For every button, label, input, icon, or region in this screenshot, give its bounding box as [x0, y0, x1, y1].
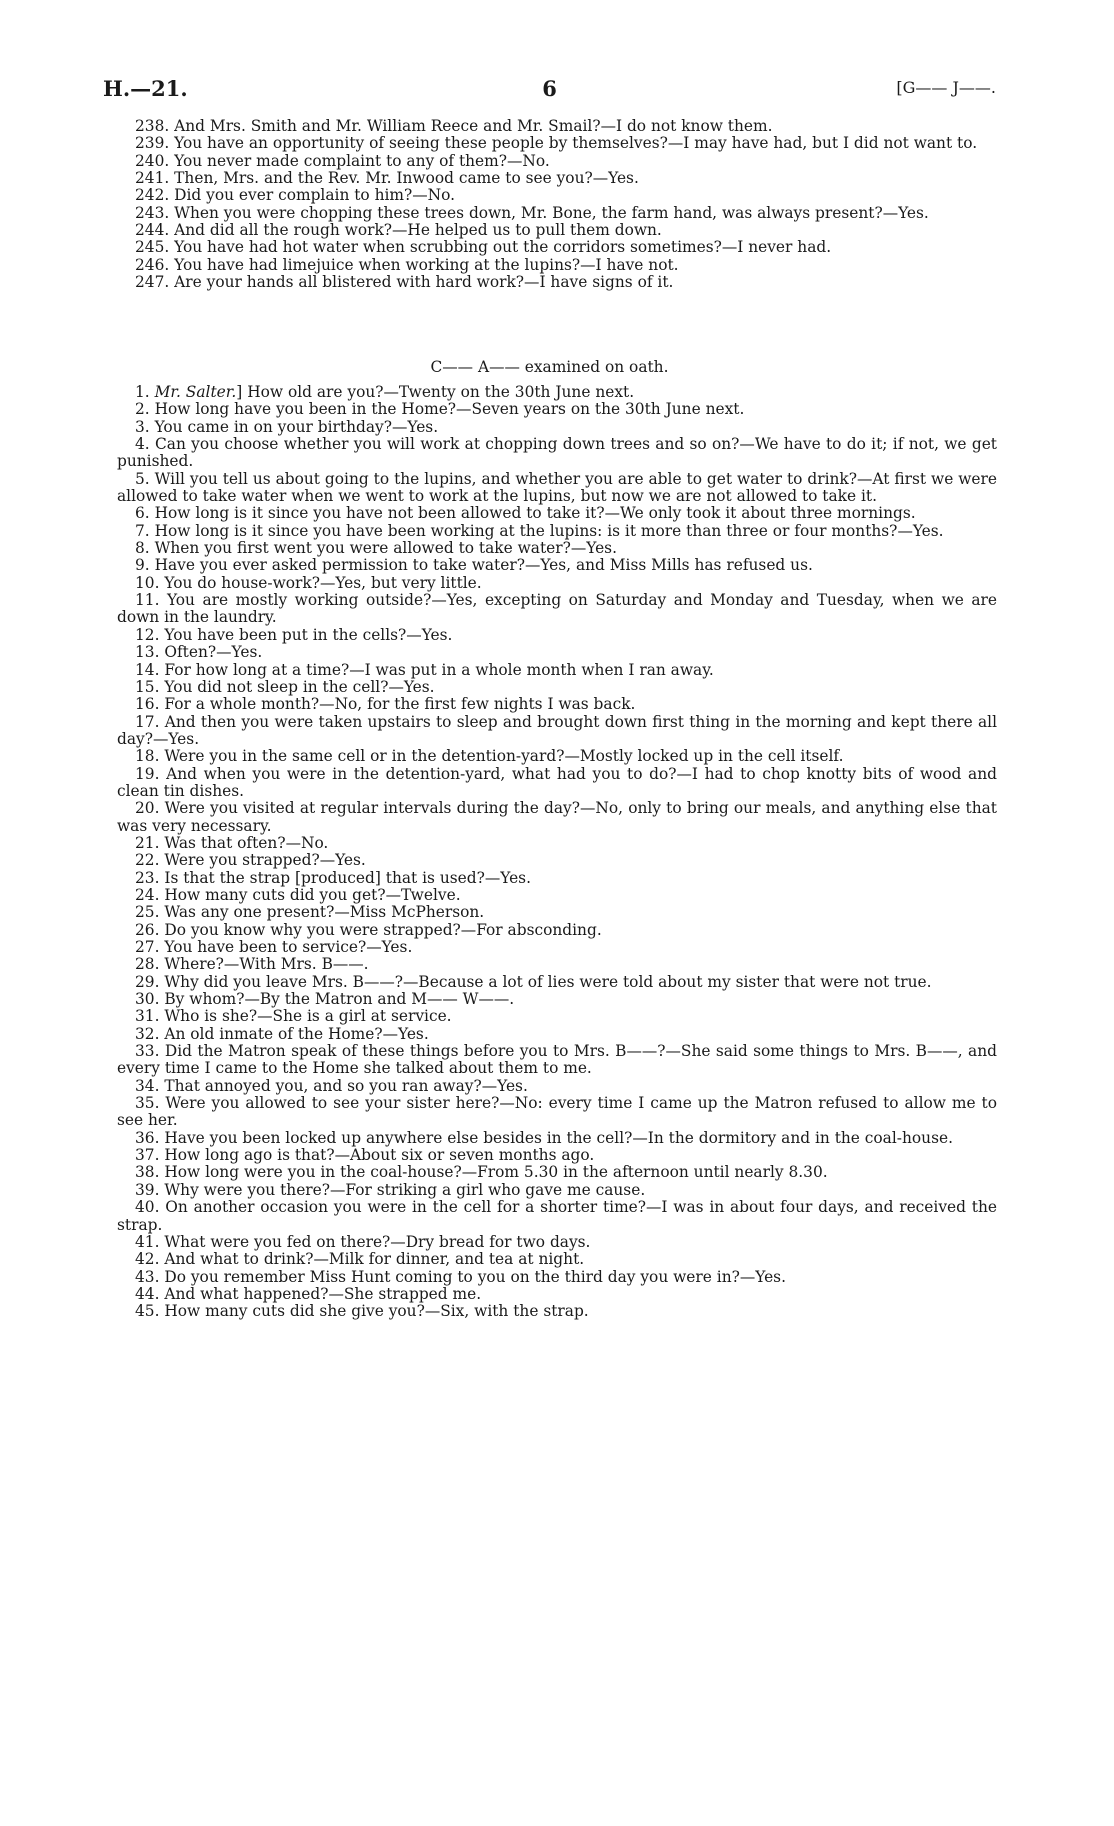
question-answer: 9. Have you ever asked permission to take water?—Yes, and Miss Mills has refused us.: [135, 556, 813, 575]
question-answer: 40. On another occasion you were in the cell for a shorter time?—I was in about four days, and received the strap.: [117, 1198, 997, 1234]
question-answer: 36. Have you been locked up anywhere else besides in the cell?—In the dormitory and in the coal-house.: [135, 1128, 953, 1147]
question-answer: 27. You have been to service?—Yes.: [135, 938, 413, 956]
witness-heading: C—— A—— examined on oath.: [430, 358, 669, 376]
question-answer-first: [117, 384, 997, 401]
question-answer: 42. And what to drink?—Milk for dinner, and tea at night.: [135, 1250, 585, 1269]
header-initials: [G—— J——.: [896, 78, 996, 97]
question-answer: 34. That annoyed you, and so you ran away?—Yes.: [135, 1076, 528, 1095]
question-answer: 2. How long have you been in the Home?—Seven years on the 30th June next.: [135, 400, 745, 419]
question-number: 1.: [135, 383, 150, 401]
question-answer: 14. For how long at a time?—I was put in a whole month when I ran away.: [135, 660, 714, 679]
question-answer: 23. Is that the strap [produced] that is used?—Yes.: [135, 868, 531, 887]
report-code: H.—21.: [103, 76, 188, 101]
question-answer: 39. Why were you there?—For striking a girl who gave me cause.: [135, 1180, 646, 1199]
question-answer: 29. Why did you leave Mrs. B——?—Because a lot of lies were told about my sister that were not true.: [135, 972, 932, 991]
question-answer: 3. You came in on your birthday?—Yes.: [135, 417, 439, 436]
question-answer: 38. How long were you in the coal-house?—From 5.30 in the afternoon until nearly 8.30.: [135, 1163, 828, 1182]
page-header: [103, 76, 996, 110]
question-answer: 28. Where?—With Mrs. B——.: [135, 955, 369, 974]
question-answer: 240. You never made complaint to any of them?—No.: [135, 151, 550, 170]
question-answer: 4. Can you choose whether you will work at chopping down trees and so on?—We have to do it; if not, we get punished.: [117, 435, 997, 471]
question-answer: 33. Did the Matron speak of these things before you to Mrs. B——?—She said some things to Mrs. B——, and every time I came to the Home she talked about them to me.: [117, 1042, 997, 1078]
question-answer: 12. You have been put in the cells?—Yes.: [135, 625, 453, 644]
question-answer: 13. Often?—Yes.: [135, 643, 263, 662]
question-answer: 247. Are your hands all blistered with hard work?—I have signs of it.: [135, 273, 674, 292]
speaker-name: Mr. Salter.: [154, 383, 237, 401]
question-answer: 32. An old inmate of the Home?—Yes.: [135, 1024, 429, 1043]
question-answer: 37. How long ago is that?—About six or seven months ago.: [135, 1146, 595, 1165]
question-answer: 21. Was that often?—No.: [135, 833, 329, 852]
question-answer: 22. Were you strapped?—Yes.: [135, 851, 366, 870]
question-answer: 25. Was any one present?—Miss McPherson.: [135, 903, 485, 922]
question-answer: 5. Will you tell us about going to the lupins, and whether you are able to get water to drink?—At first we were allowed to take water when we went to work at the lupins, but now we are not allowed to take it.: [117, 469, 997, 506]
question-answer: 11. You are mostly working outside?—Yes, excepting on Saturday and Monday and Tuesday, when we are down in the laundry.: [117, 591, 997, 627]
question-answer: 19. And when you were in the detention-yard, what had you to do?—I had to chop knotty bits of wood and clean tin dishes.: [117, 764, 997, 800]
question-answer: 20. Were you visited at regular intervals during the day?—No, only to bring our meals, and anything else that was very necessary.: [117, 799, 997, 835]
question-answer: 16. For a whole month?—No, for the first few nights I was back.: [135, 695, 636, 714]
question-answer: 241. Then, Mrs. and the Rev. Mr. Inwood came to see you?—Yes.: [135, 169, 639, 188]
page-number: 6: [542, 76, 557, 101]
testimony-block-continued: [117, 118, 997, 291]
question-answer: 8. When you first went you were allowed to take water?—Yes.: [135, 539, 617, 558]
question-answer: 243. When you were chopping these trees down, Mr. Bone, the farm hand, was always present?—Yes.: [135, 203, 929, 222]
question-text: ] How old are you?—Twenty on the 30th June next.: [236, 383, 635, 401]
question-answer: 31. Who is she?—She is a girl at service.: [135, 1007, 452, 1026]
question-answer: 24. How many cuts did you get?—Twelve.: [135, 885, 461, 904]
question-answer: 26. Do you know why you were strapped?—For absconding.: [135, 920, 602, 939]
question-answer: 44. And what happened?—She strapped me.: [135, 1284, 482, 1303]
question-answer: 10. You do house-work?—Yes, but very little.: [135, 573, 482, 592]
question-answer: 18. Were you in the same cell or in the detention-yard?—Mostly locked up in the cell itself.: [135, 747, 844, 766]
question-answer: 244. And did all the rough work?—He helped us to pull them down.: [135, 221, 662, 240]
question-answer: 35. Were you allowed to see your sister here?—No: every time I came up the Matron refused to allow me to see her.: [117, 1094, 997, 1130]
question-answer: 242. Did you ever complain to him?—No.: [135, 186, 456, 205]
question-answer: 15. You did not sleep in the cell?—Yes.: [135, 677, 435, 696]
question-answer: 7. How long is it since you have been working at the lupins: is it more than three or four months?—Yes.: [135, 521, 944, 540]
question-answer: 43. Do you remember Miss Hunt coming to you on the third day you were in?—Yes.: [135, 1267, 786, 1286]
question-answer: 17. And then you were taken upstairs to sleep and brought down first thing in the morning and kept there all day?—Yes.: [117, 712, 997, 748]
question-answer: 41. What were you fed on there?—Dry bread for two days.: [135, 1232, 591, 1251]
question-answer: 246. You have had limejuice when working at the lupins?—I have not.: [135, 255, 679, 274]
question-answer: 6. How long is it since you have not been allowed to take it?—We only took it about three mornings.: [135, 504, 916, 523]
testimony-block-witness: [117, 384, 997, 1321]
question-answer: 245. You have had hot water when scrubbing out the corridors sometimes?—I never had.: [135, 238, 832, 257]
question-answer: 45. How many cuts did she give you?—Six, with the strap.: [135, 1302, 589, 1321]
question-answer: 238. And Mrs. Smith and Mr. William Reece and Mr. Smail?—I do not know them.: [135, 117, 773, 135]
question-answer: 239. You have an opportunity of seeing these people by themselves?—I may have had, but I did not want to.: [135, 134, 978, 153]
question-answer: 30. By whom?—By the Matron and M—— W——.: [135, 990, 515, 1009]
